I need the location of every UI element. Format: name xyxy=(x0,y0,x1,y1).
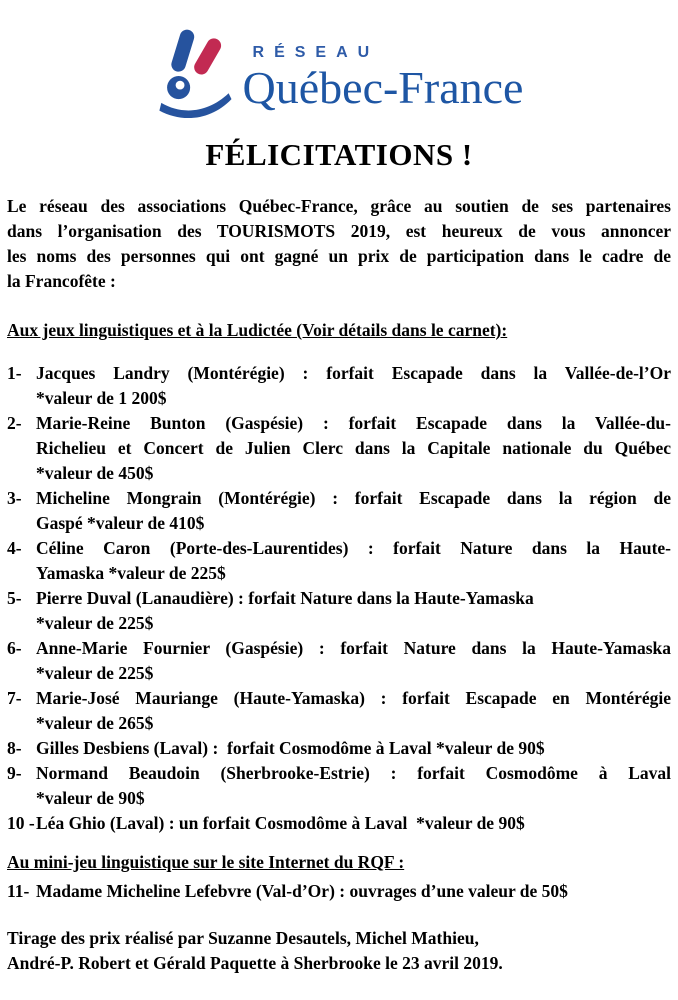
text-line: Yamaska *valeur de 225$ xyxy=(36,563,226,583)
text-line: 9- Normand Beaudoin (Sherbrooke-Estrie) : forfait Cosmodôme à Laval xyxy=(36,761,671,786)
item-number: 8- xyxy=(7,738,22,758)
text-line: la Francofête : xyxy=(7,271,116,291)
item-number: 6- xyxy=(7,638,22,658)
text-line: 2- Marie-Reine Bunton (Gaspésie) : forfait Escapade dans la Vallée-du- xyxy=(36,411,671,436)
text-line: 5- Pierre Duval (Lanaudière) : forfait Nature dans la Haute-Yamaska xyxy=(36,586,671,611)
item-number: 1- xyxy=(7,363,22,383)
logo xyxy=(0,0,678,131)
list-item xyxy=(7,486,671,536)
item-number: 7- xyxy=(7,688,22,708)
text-line: *valeur de 225$ xyxy=(36,613,154,633)
item-number: 3- xyxy=(7,488,22,508)
text-line: les noms des personnes qui ont gagné un prix de participation dans le cadre de xyxy=(7,246,671,266)
text-line: 10 -Léa Ghio (Laval) : un forfait Cosmodôme à Laval *valeur de 90$ xyxy=(36,811,671,836)
text-line: 3- Micheline Mongrain (Montérégie) : forfait Escapade dans la région de xyxy=(36,486,671,511)
prize-list xyxy=(7,361,671,836)
text-line: dans l’organisation des TOURISMOTS 2019, est heureux de vous annoncer xyxy=(7,221,671,241)
text-line: *valeur de 90$ xyxy=(36,788,145,808)
list-item xyxy=(7,879,671,904)
text-line: 11- Madame Micheline Lefebvre (Val-d’Or) : ouvrages d’une valeur de 50$ xyxy=(36,879,671,904)
section-heading-games: Aux jeux linguistiques et à la Ludictée (Voir détails dans le carnet): xyxy=(7,320,508,340)
text-line: *valeur de 265$ xyxy=(36,713,154,733)
minigame-prize-list xyxy=(7,879,671,904)
text-line: *valeur de 1 200$ xyxy=(36,388,167,408)
text-line: André-P. Robert et Gérald Paquette à Sherbrooke le 23 avril 2019. xyxy=(7,953,503,973)
text-line: Le réseau des associations Québec-France, grâce au soutien de ses partenaires xyxy=(7,196,671,216)
item-number: 11- xyxy=(7,881,30,901)
list-item xyxy=(7,736,671,761)
page-title: FÉLICITATIONS ! xyxy=(205,137,473,172)
item-number: 5- xyxy=(7,588,22,608)
closing-paragraph xyxy=(7,926,671,976)
item-number: 9- xyxy=(7,763,22,783)
intro-paragraph xyxy=(7,194,671,294)
logo-wordmark xyxy=(243,44,524,112)
list-item xyxy=(7,811,671,836)
text-line: Richelieu et Concert de Julien Clerc dans la Capitale nationale du Québec xyxy=(36,438,671,458)
text-line: 1- Jacques Landry (Montérégie) : forfait Escapade dans la Vallée-de-l’Or xyxy=(36,361,671,386)
item-number: 10 - xyxy=(7,813,35,833)
item-number: 2- xyxy=(7,413,22,433)
list-item xyxy=(7,361,671,411)
text-line: Tirage des prix réalisé par Suzanne Desautels, Michel Mathieu, xyxy=(7,928,479,948)
org-wordmark: Québec-France xyxy=(242,62,524,114)
fleur-de-lis-logo-icon xyxy=(155,26,233,131)
reseau-wordmark: RÉSEAU xyxy=(252,44,380,62)
text-line: 8- Gilles Desbiens (Laval) : forfait Cosmodôme à Laval *valeur de 90$ xyxy=(36,736,671,761)
text-line: 4- Céline Caron (Porte-des-Laurentides) : forfait Nature dans la Haute- xyxy=(36,536,671,561)
document-body xyxy=(0,194,678,976)
section-heading-minigame: Au mini-jeu linguistique sur le site Internet du RQF : xyxy=(7,852,405,872)
text-line: *valeur de 450$ xyxy=(36,463,154,483)
list-item xyxy=(7,586,671,636)
list-item xyxy=(7,411,671,486)
list-item xyxy=(7,636,671,686)
list-item xyxy=(7,686,671,736)
text-line: Gaspé *valeur de 410$ xyxy=(36,513,205,533)
item-number: 4- xyxy=(7,538,22,558)
text-line: 7- Marie-José Mauriange (Haute-Yamaska) : forfait Escapade en Montérégie xyxy=(36,686,671,711)
list-item xyxy=(7,536,671,586)
text-line: *valeur de 225$ xyxy=(36,663,154,683)
text-line: 6- Anne-Marie Fournier (Gaspésie) : forfait Nature dans la Haute-Yamaska xyxy=(36,636,671,661)
list-item xyxy=(7,761,671,811)
